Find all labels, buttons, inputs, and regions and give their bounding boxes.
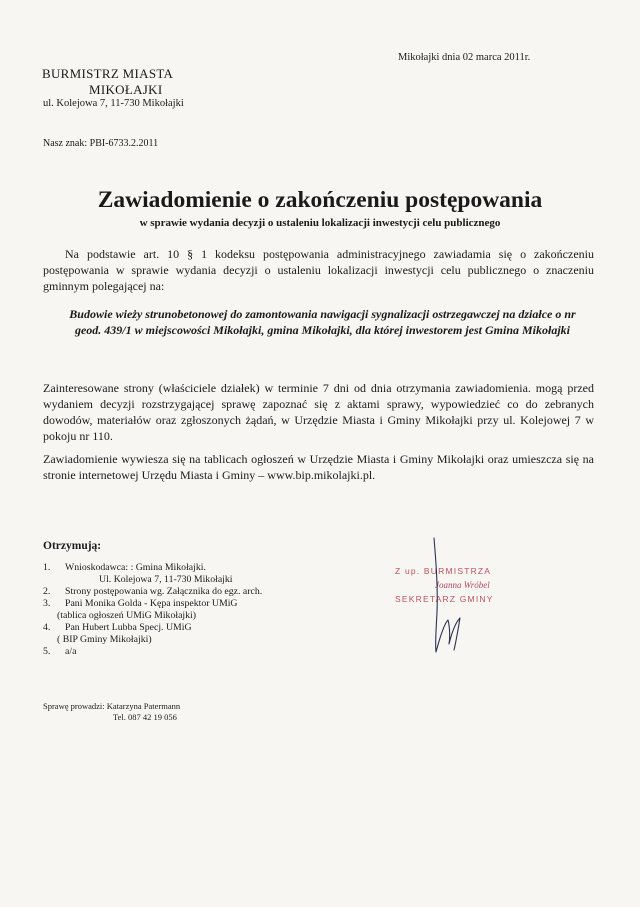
- intro-paragraph: Na podstawie art. 10 § 1 kodeksu postępowania administracyjnego zawiadamia się o zakończeniu postępowania w sprawie wydania decyzji o ustaleniu lokalizacji inwestycji celu publicznego o znaczeniu gminnym polegającej na:: [43, 247, 594, 293]
- list-item-text: Strony postępowania wg. Załącznika do egz. arch.: [65, 586, 263, 597]
- list-item: [43, 586, 383, 598]
- list-item: [43, 598, 383, 622]
- list-item-number: 4.: [43, 622, 51, 633]
- parties-paragraph: Zainteresowane strony (właściciele działek) w terminie 7 dni od dnia otrzymania zawiadomienia. mogą przed wydaniem decyzji rozstrzygającej sprawę zapoznać się z aktami sprawy, wypowiedzieć co do zebranych dowodów, materiałów oraz zgłoszonych żądań, w Urzędzie Miasta i Gminy Mikołajki przy ul. Kolejowej 7 w pokoju nr 110.: [43, 381, 594, 443]
- list-item: [43, 562, 383, 586]
- list-item-number: 5.: [43, 646, 51, 657]
- recipients-list: [43, 562, 383, 658]
- org-name: BURMISTRZ MIASTA: [42, 66, 174, 81]
- reference-number: Nasz znak: PBI-6733.2.2011: [43, 138, 159, 149]
- list-item-text: Pan Hubert Lubba Specj. UMiG: [65, 622, 192, 633]
- handwritten-signature: [400, 532, 500, 682]
- list-item: [43, 646, 383, 658]
- list-item-number: 3.: [43, 598, 51, 609]
- list-item-text: Wnioskodawca: : Gmina Mikołajki.: [65, 562, 206, 573]
- list-item-number: 1.: [43, 562, 51, 573]
- list-item-subtext: Ul. Kolejowa 7, 11-730 Mikołajki: [99, 574, 233, 585]
- recipients-label: Otrzymują:: [43, 540, 102, 552]
- place-date: Mikołajki dnia 02 marca 2011r.: [398, 52, 531, 63]
- list-item-text: Pani Monika Golda - Kępa inspektor UMiG: [65, 598, 238, 609]
- document-subtitle: w sprawie wydania decyzji o ustaleniu lokalizacji inwestycji celu publicznego: [139, 217, 501, 229]
- case-handler: Sprawę prowadzi: Katarzyna Patermann: [43, 701, 181, 711]
- document-title: Zawiadomienie o zakończeniu postępowania: [97, 187, 543, 213]
- list-item-subtext: ( BIP Gminy Mikołajki): [57, 634, 152, 645]
- org-city: MIKOŁAJKI: [89, 82, 163, 97]
- stamp-line-3: SEKRETARZ GMINY: [395, 594, 494, 604]
- stamp-line-2: Joanna Wróbel: [435, 580, 490, 590]
- org-address: ul. Kolejowa 7, 11-730 Mikołajki: [43, 98, 184, 109]
- case-handler-phone: Tel. 087 42 19 056: [113, 712, 177, 722]
- stamp-line-1: Z up. BURMISTRZA: [395, 566, 492, 576]
- list-item: [43, 622, 383, 646]
- list-item-number: 2.: [43, 586, 51, 597]
- publication-paragraph: Zawiadomienie wywiesza się na tablicach ogłoszeń w Urzędzie Miasta i Gminy Mikołajki oraz umieszcza się na stronie internetowej Urzędu Miasta i Gminy – www.bip.mikolajki.pl.: [43, 452, 594, 482]
- list-item-subtext: (tablica ogłoszeń UMiG Mikołajki): [57, 610, 197, 621]
- list-item-text: a/a: [65, 646, 77, 657]
- subject-paragraph: Budowie wieży strunobetonowej do zamontowania nawigacji sygnalizacji ostrzegawczej na działce o nr geod. 439/1 w miejscowości Mikołajki, gmina Mikołajki, dla której inwestorem jest Gmina Mikołajki: [69, 307, 576, 337]
